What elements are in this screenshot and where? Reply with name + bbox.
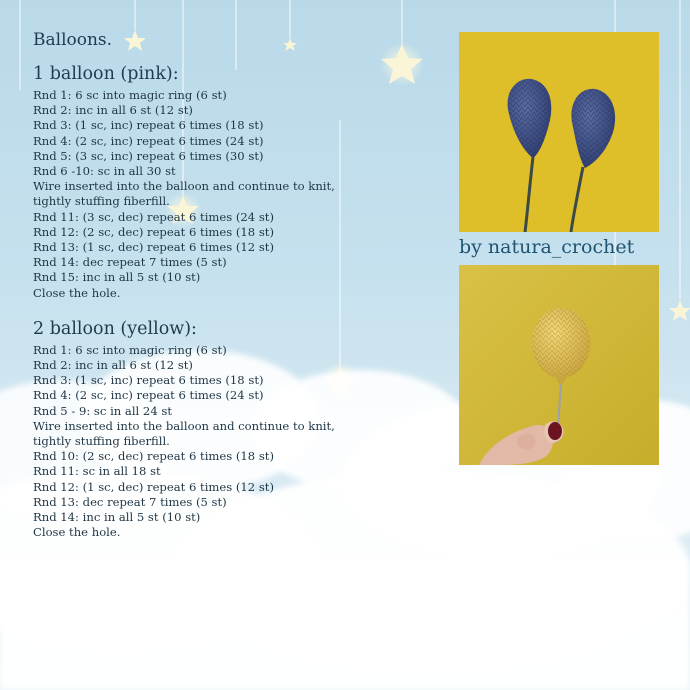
pattern-step: Rnd 5: (3 sc, inc) repeat 6 times (30 st) (33, 148, 264, 163)
pattern-step: Rnd 4: (2 sc, inc) repeat 6 times (24 st) (33, 133, 264, 148)
pattern-step: Rnd 11: (3 sc, dec) repeat 6 times (24 st) (33, 209, 274, 224)
pattern-step: Wire inserted into the balloon and continue to knit, (33, 418, 335, 433)
pattern-step: Rnd 13: (1 sc, dec) repeat 6 times (12 st) (33, 240, 274, 255)
page-title: Balloons. (33, 30, 113, 50)
pattern-step: Rnd 3: (1 sc, inc) repeat 6 times (18 st) (33, 118, 264, 133)
pattern-step: tightly stuffing fiberfill. (33, 194, 170, 209)
pattern-step: tightly stuffing fiberfill. (33, 434, 170, 449)
photo-yellow-balloon (459, 265, 659, 465)
pattern-steps-pink (33, 88, 443, 301)
pattern-text (33, 30, 443, 558)
pattern-step: Rnd 15: inc in all 5 st (10 st) (33, 270, 201, 285)
pattern-step: Close the hole. (33, 525, 121, 540)
pattern-step: Rnd 5 - 9: sc in all 24 st (33, 403, 172, 418)
pattern-step: Rnd 1: 6 sc into magic ring (6 st) (33, 342, 227, 357)
pattern-step: Rnd 12: (1 sc, dec) repeat 6 times (12 st) (33, 479, 274, 494)
pattern-step: Wire inserted into the balloon and continue to knit, (33, 179, 335, 194)
pattern-step: Rnd 12: (2 sc, dec) repeat 6 times (18 st) (33, 224, 274, 239)
credit-label: by natura_crochet (459, 236, 635, 258)
pattern-step: Rnd 14: dec repeat 7 times (5 st) (33, 255, 227, 270)
section-heading-pink: 1 balloon (pink): (33, 64, 179, 84)
pattern-step: Rnd 6 -10: sc in all 30 st (33, 164, 176, 179)
pattern-step: Close the hole. (33, 285, 121, 300)
section-heading-yellow: 2 balloon (yellow): (33, 318, 197, 339)
pattern-step: Rnd 1: 6 sc into magic ring (6 st) (33, 88, 227, 102)
pattern-step: Rnd 13: dec repeat 7 times (5 st) (33, 494, 227, 509)
pattern-step: Rnd 10: (2 sc, dec) repeat 6 times (18 st) (33, 449, 274, 464)
pattern-step: Rnd 3: (1 sc, inc) repeat 6 times (18 st) (33, 373, 264, 388)
pattern-step: Rnd 4: (2 sc, inc) repeat 6 times (24 st) (33, 388, 264, 403)
pattern-steps-yellow (33, 343, 443, 541)
pattern-step: Rnd 11: sc in all 18 st (33, 464, 161, 479)
pattern-step: Rnd 14: inc in all 5 st (10 st) (33, 510, 201, 525)
photo-blue-balloons (459, 32, 659, 232)
pattern-step: Rnd 2: inc in all 6 st (12 st) (33, 358, 193, 373)
pattern-step: Rnd 2: inc in all 6 st (12 st) (33, 103, 193, 118)
